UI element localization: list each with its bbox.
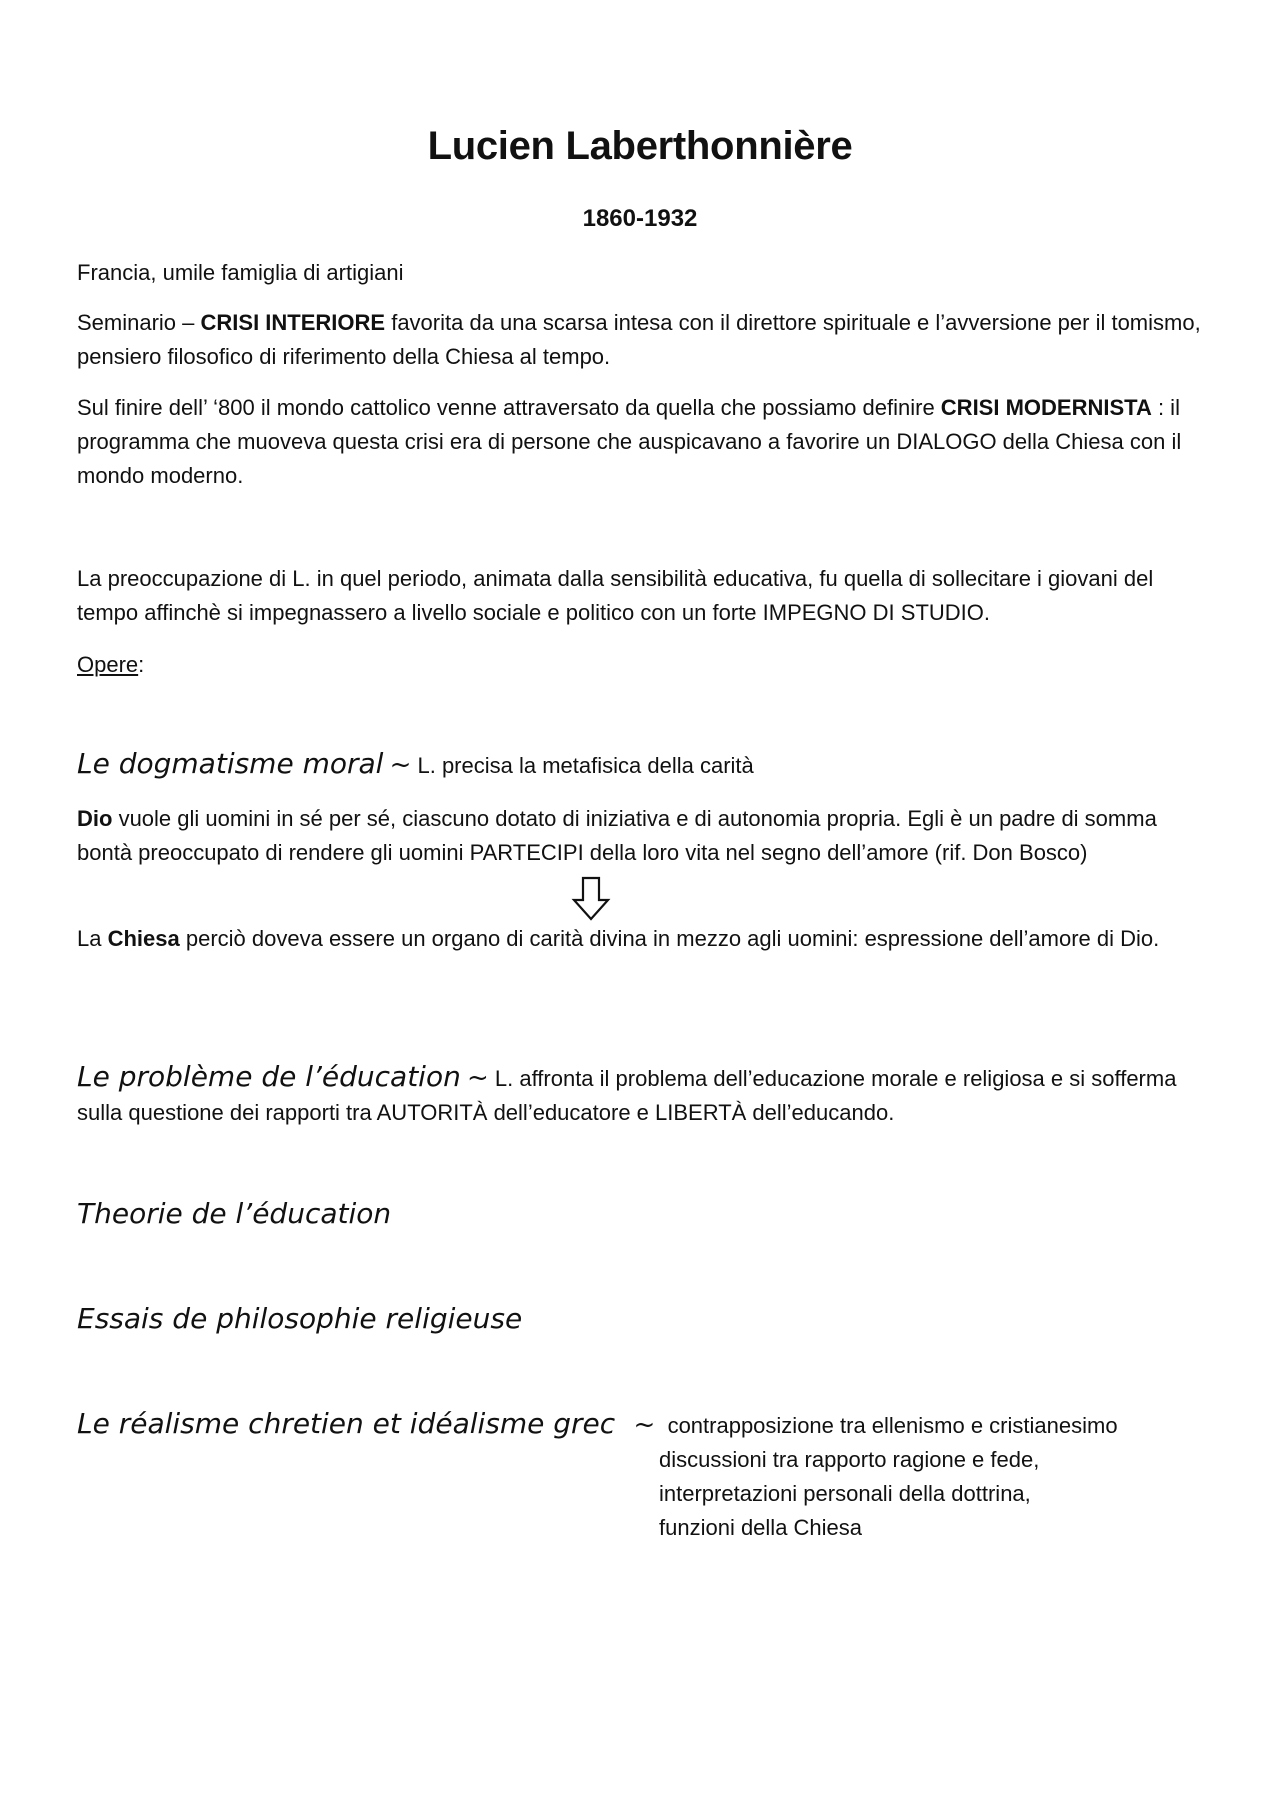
chiesa-bold: Chiesa [107,926,180,951]
chiesa-text: perciò doveva essere un organo di carità divina in mezzo agli uomini: espressione dell’amore di Dio. [179,926,1160,951]
modernismo-text: : il programma che muoveva questa crisi era di persone che auspicavano a favorire un DIALOGO della Chiesa con il mondo moderno. [77,395,1182,488]
work-title-realisme: Le réalisme chretien et idéalisme grec [77,1407,616,1440]
work-desc-probleme: L. affronta il problema dell’educazione morale e religiosa e si sofferma sulla questione dei rapporti tra AUTORITÀ dell’educatore e LIBERTÀ dell’educando. [77,1066,1177,1125]
work-realisme-line [77,1407,1217,1443]
work-essais-line [77,1302,1217,1338]
work-theorie-line [77,1197,1217,1233]
modernismo-paragraph [77,391,1217,493]
work-title-dogmatisme: Le dogmatisme moral [77,747,384,780]
tilde-separator: ~ [389,750,412,780]
work-dogmatisme-line [77,747,1217,783]
list-item: interpretazioni personali della dottrina, [659,1481,1031,1506]
dio-text: vuole gli uomini in sé per sé, ciascuno dotato di iniziativa e di autonomia propria. Egli è un padre di somma bontà preoccupato di rendere gli uomini PARTECIPI della loro vita nel segno dell’amore (rif. Don Bosco) [77,806,1157,865]
crisi-interiore-bold: CRISI INTERIORE [200,310,386,335]
preoccupazione-paragraph: La preoccupazione di L. in quel periodo, animata dalla sensibilità educativa, fu quella di sollecitare i giovani del tempo affinchè si impegnassero a livello sociale e politico con un forte IMPEGNO DI STUDIO. [77,566,1154,625]
work-desc-dogmatisme: L. precisa la metafisica della carità [411,753,754,778]
page-title: Lucien Laberthonnière [427,124,853,168]
dio-paragraph [77,802,1217,870]
opere-label: Opere [77,652,139,677]
dio-bold: Dio [77,806,113,831]
seminario-prefix: Seminario – [77,310,201,335]
page-subtitle-years: 1860-1932 [582,205,698,232]
list-item: discussioni tra rapporto ragione e fede, [659,1447,1040,1472]
list-item: funzioni della Chiesa [659,1515,863,1540]
tilde-separator: ~ [633,1410,656,1440]
opere-heading [77,648,1217,682]
work-title-probleme: Le problème de l’éducation [77,1060,461,1093]
realisme-first-point: contrapposizione tra ellenismo e cristianesimo [667,1413,1118,1438]
work-probleme-paragraph [77,1060,1217,1130]
seminario-paragraph [77,306,1217,374]
origin-paragraph: Francia, umile famiglia di artigiani [77,260,404,285]
work-title-theorie: Theorie de l’éducation [77,1197,392,1230]
chiesa-paragraph [77,922,1217,956]
crisi-modernista-bold: CRISI MODERNISTA [940,395,1152,420]
seminario-text: favorita da una scarsa intesa con il direttore spirituale e l’avversione per il tomismo, pensiero filosofico di riferimento della Chiesa al tempo. [77,310,1201,369]
work-title-essais: Essais de philosophie religieuse [77,1302,523,1335]
down-arrow-icon [571,876,611,922]
opere-colon: : [138,652,145,677]
realisme-points-list [659,1443,1219,1545]
modernismo-prefix: Sul finire dell’ ‘800 il mondo cattolico venne attraversato da quella che possiamo definire [77,395,941,420]
tilde-separator: ~ [466,1063,489,1093]
chiesa-prefix: La [77,926,108,951]
